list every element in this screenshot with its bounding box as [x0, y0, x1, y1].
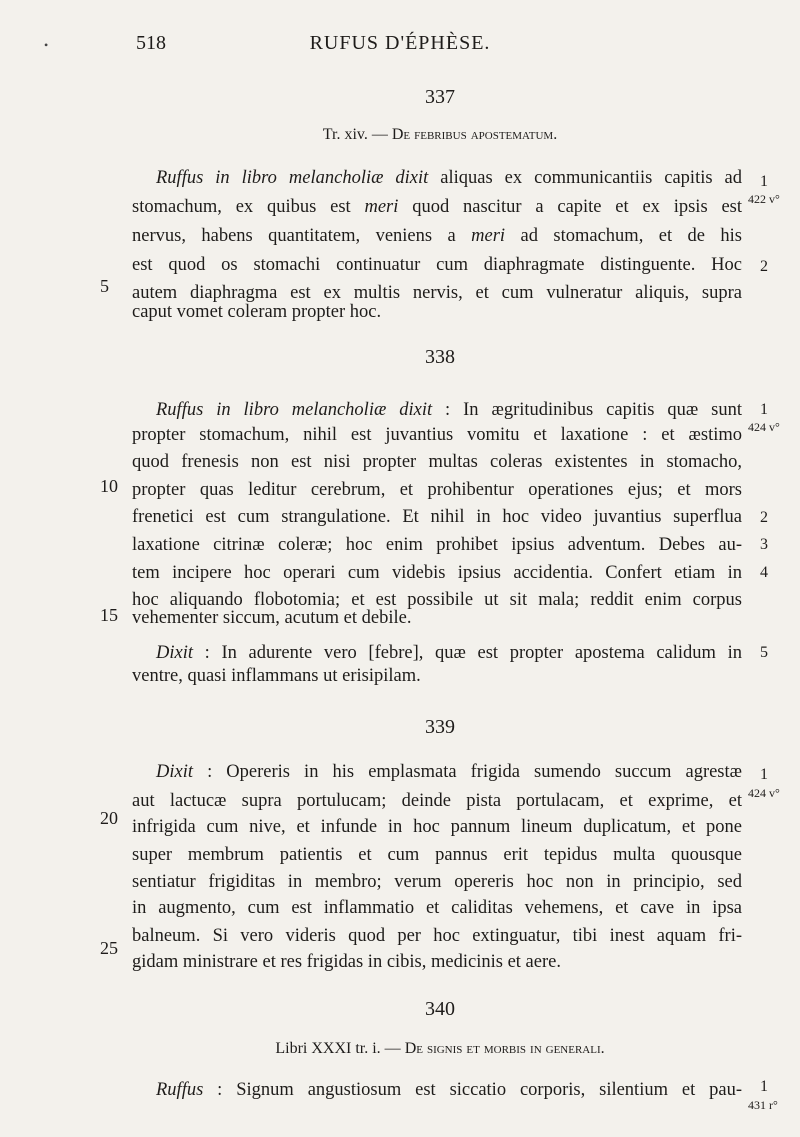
text-line: autem diaphragma est ex multis nervis, et cum vulneratur aliquis, supra	[132, 283, 742, 303]
heading-prefix: Tr. xiv. —	[322, 126, 388, 143]
heading-title: De febribus apostematum.	[391, 126, 558, 143]
margin-number: 3	[760, 536, 768, 553]
section-number: 338	[425, 346, 455, 368]
section-number: 339	[425, 716, 455, 738]
margin-number: 2	[760, 509, 768, 526]
text-line: propter quas leditur cerebrum, et prohibentur operationes ejus; et mors	[132, 480, 742, 500]
margin-number: 1	[760, 1078, 768, 1095]
speck-mark: •	[44, 38, 49, 52]
line-number: 15	[100, 605, 118, 625]
text-line: caput vomet coleram propter hoc.	[132, 302, 382, 322]
text-line: quod frenesis non est nisi propter multas coleras existentes in stomacho,	[132, 452, 742, 472]
text-line: ventre, quasi inflammans ut erisipilam.	[132, 666, 421, 686]
heading-prefix: Libri XXXI tr. i. —	[275, 1040, 401, 1057]
text-line: tem incipere hoc operari cum videbis ipsius accidentia. Confert etiam in	[132, 563, 742, 583]
text-line: sentiatur frigiditas in membro; verum opereris hoc non in principio, sed	[132, 872, 742, 892]
text-line: infrigida cum nive, et infunde in hoc pannum lineum duplicatum, et pone	[132, 817, 742, 837]
line-number: 5	[100, 276, 109, 296]
text-line: stomachum, ex quibus est meri quod nascitur a capite et ex ipsis est	[132, 197, 742, 217]
text-line: vehementer siccum, acutum et debile.	[132, 608, 412, 628]
folio-reference: 431 r°	[748, 1098, 778, 1112]
text-line: frenetici est cum strangulatione. Et nihil in hoc video juvantius superflua	[132, 507, 742, 527]
margin-number: 5	[760, 644, 768, 661]
line-number: 10	[100, 476, 118, 496]
text-line: super membrum patientis et cum pannus erit tepidus multa quousque	[132, 845, 742, 865]
text-line: nervus, habens quantitatem, veniens a meri ad stomachum, et de his	[132, 226, 743, 246]
section-heading	[0, 126, 800, 144]
heading-title: De signis et morbis in generali.	[404, 1040, 605, 1057]
section-number: 337	[425, 86, 455, 108]
text-line: Dixit : Opereris in his emplasmata frigida sumendo succum agrestæ	[156, 762, 742, 782]
line-number: 20	[100, 808, 118, 828]
text-line: Ruffus : Signum angustiosum est siccatio corporis, silentium et pau-	[156, 1080, 742, 1100]
text-line: hoc aliquando flobotomia; et est possibile ut sit mala; reddit enim corpus	[132, 590, 742, 610]
margin-number: 1	[760, 173, 768, 190]
text-line: est quod os stomachi continuatur cum diaphragmate distinguente. Hoc	[132, 255, 742, 275]
folio-reference: 424 v°	[748, 420, 780, 434]
text-line: Dixit : In adurente vero [febre], quæ est propter apostema calidum in	[156, 643, 742, 663]
text-line: Ruffus in libro melancholiæ dixit aliquas ex communicantiis capitis ad	[156, 168, 742, 188]
section-heading	[0, 1040, 800, 1058]
text-line: gidam ministrare et res frigidas in cibis, medicinis et aere.	[132, 952, 561, 972]
folio-reference: 422 v°	[748, 192, 780, 206]
text-line: laxatione citrinæ coleræ; hoc enim prohibet ipsius adventum. Debes au-	[132, 535, 742, 555]
text-line: balneum. Si vero videris quod per hoc extinguatur, tibi inest aquam fri-	[132, 926, 742, 946]
margin-number: 4	[760, 564, 768, 581]
text-line: propter stomachum, nihil est juvantius vomitu et laxatione : et æstimo	[132, 425, 742, 445]
margin-number: 1	[760, 401, 768, 418]
page-number: 518	[136, 32, 166, 54]
line-number: 25	[100, 938, 118, 958]
section-number: 340	[425, 998, 455, 1020]
margin-number: 2	[760, 258, 768, 275]
running-title: RUFUS D'ÉPHÈSE.	[309, 32, 491, 54]
folio-reference: 424 v°	[748, 786, 780, 800]
margin-number: 1	[760, 766, 768, 783]
text-line: Ruffus in libro melancholiæ dixit : In ægritudinibus capitis quæ sunt	[156, 400, 743, 420]
running-header	[0, 24, 800, 54]
text-line: aut lactucæ supra portulucam; deinde pista portulacam, et exprime, et	[132, 791, 742, 811]
text-line: in augmento, cum est inflammatio et caliditas vehemens, et cave in ipsa	[132, 898, 742, 918]
